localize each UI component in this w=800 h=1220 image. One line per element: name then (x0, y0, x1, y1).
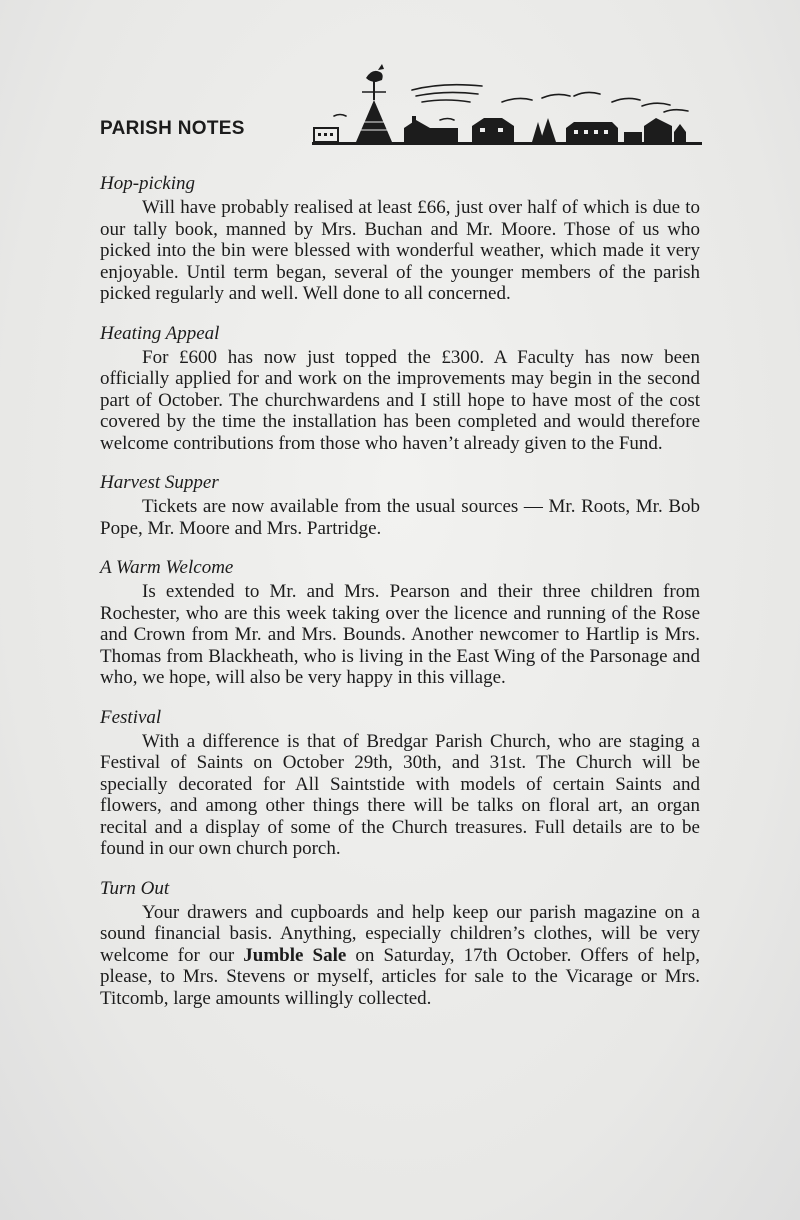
village-skyline-icon (312, 62, 702, 152)
section-heading: Heating Appeal (100, 322, 220, 344)
section-hop-picking (100, 172, 700, 305)
section-text-part: Your drawers and cupboards and help keep our parish magazine on a sound financial basis. Anything, especially children’s clothes, will be very welcome for our (100, 901, 700, 966)
section-text: With a difference is that of Bredgar Parish Church, who are staging a Festival of Saints on October 29th, 30th, and 31st. The Church will be specially decorated for All Saintstide with models of certain Saints and flowers, and among other things there will be talks on floral art, an organ recital and a display of some of the Church treasures. Full details are to be found in our own church porch. (100, 730, 700, 859)
section-harvest-supper (100, 471, 700, 539)
section-heading: Hop-picking (100, 173, 195, 194)
section-warm-welcome (100, 556, 700, 689)
section-text-part: on Saturday, 17th October. Offers of help, please, to Mrs. Stevens or myself, articles for sale to the Vicarage or Mrs. Titcomb, large amounts willingly collected. (100, 944, 701, 1009)
section-text: Is extended to Mr. and Mrs. Pearson and their three children from Rochester, who are this week taking over the licence and running of the Rose and Crown from Mr. and Mrs. Bounds. Another newcomer to Hartlip is Mrs. Thomas from Blackheath, who is living in the East Wing of the Parsonage and who, we hope, will also be very happy in this village. (100, 581, 700, 688)
page-header (100, 62, 700, 152)
page-title: PARISH NOTES (100, 118, 245, 139)
jumble-sale-emphasis: Jumble Sale (243, 944, 347, 966)
section-text (100, 902, 700, 1010)
section-heading: A Warm Welcome (100, 557, 234, 578)
section-heading: Turn Out (100, 877, 170, 899)
section-turn-out (100, 877, 700, 1010)
section-heading: Harvest Supper (100, 472, 219, 493)
section-heating-appeal (100, 322, 700, 455)
section-festival (100, 706, 700, 860)
article-body (100, 172, 700, 1026)
section-heading: Festival (100, 706, 162, 728)
section-text: Will have probably realised at least £66, just over half of which is due to our tally book, manned by Mrs. Buchan and Mr. Moore. Those of us who picked into the bin were blessed with wonderful weather, which made it very enjoyable. Until term began, several of the younger members of the parish picked regularly and well. Well done to all concerned. (100, 197, 700, 304)
section-text: Tickets are now available from the usual sources — Mr. Roots, Mr. Bob Pope, Mr. Moore and Mrs. Partridge. (100, 496, 700, 539)
section-text: For £600 has now just topped the £300. A Faculty has now been officially applied for and work on the improvements may begin in the second part of October. The churchwardens and I still hope to have most of the cost covered by the time the installation has been completed and would therefore welcome contributions from those who haven’t already given to the Fund. (100, 346, 700, 454)
